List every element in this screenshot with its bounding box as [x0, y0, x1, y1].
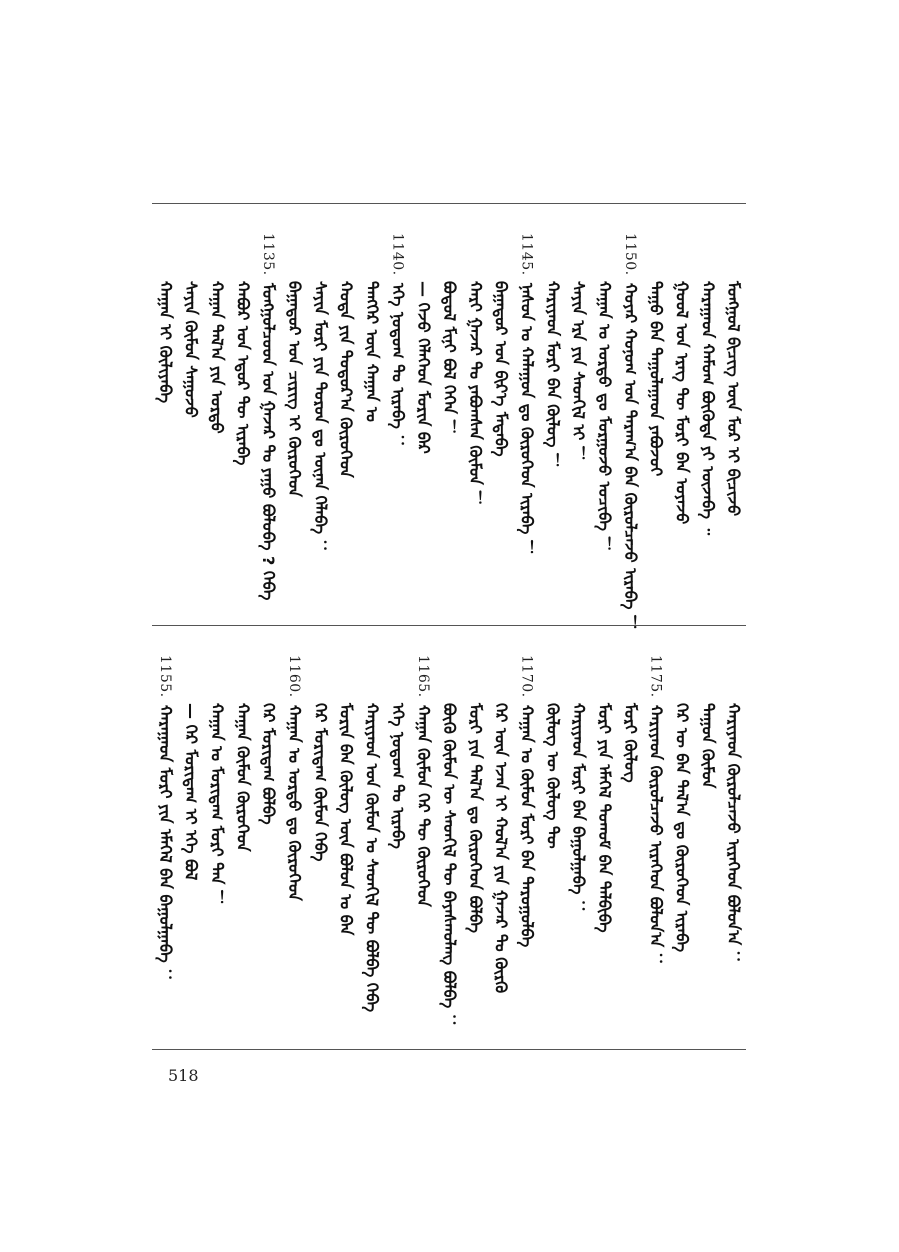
mongolian-verse-text: ᠬᠠᠷᠢᠶᠠᠳ ᠬᠦᠷᠦᠯᠴᠡᠵᠦ ᠢᠷᠡᠭᠡᠳ ᠪᠣᠯᠤᠨ᠎ᠠ ：	[646, 705, 666, 969]
verse-block-upper	[152, 233, 746, 632]
verse-line	[487, 233, 515, 603]
line-number: 1165.	[415, 655, 432, 698]
mongolian-verse-text: ᠪᠣᠳᠣᠯ ᠮᠢᠨᠢ ᠪᠣᠯ ᠭᠡᠭᠡᠨ ！	[440, 281, 459, 436]
page-number: 518	[168, 1066, 199, 1085]
mongolian-verse-text: ᠡᠬᠡ ᠨᠤᠲᠤᠭ ᠲᠤ ᠢᠷᠡᠪᠡ ：	[388, 283, 408, 451]
line-number: 1140.	[389, 233, 406, 276]
verse-line	[254, 655, 282, 1025]
verse-line	[228, 655, 256, 1025]
mongolian-verse-text: ᠬᠠᠷᠢᠶᠠᠳ ᠮᠣᠷᠢ ᠪᠡᠨ ᠬᠦᠯᠦᠭ ！	[543, 281, 563, 470]
verse-line	[435, 233, 463, 603]
mongolian-verse-text: ᠮᠣᠷᠢ ᠶᠢᠨ ᠡᠮᠡᠭᠡᠯ ᠲᠣᠬᠣᠮ ᠪᠡᠨ ᠲᠠᠯᠪᠢᠪᠠ	[594, 703, 614, 933]
verse-line	[693, 655, 721, 1025]
mongolian-verse-text: ᠬᠠᠭᠠᠨ ᠬᠦᠮᠦᠨ ᠭᠡᠷ ᠲᠦ ᠬᠦᠷᠦᠭᠡᠳ	[414, 705, 434, 907]
mongolian-verse-text: ᠭᠡᠷ ᠦ ᠪᠡᠨ ᠲᠠᠯ᠎ᠠ ᠳᠤ ᠬᠦᠷᠦᠭᠡᠳ ᠢᠷᠡᠪᠡ	[672, 703, 692, 953]
verse-line	[151, 233, 179, 603]
mongolian-verse-text: ᠬᠠᠷᠢᠶᠠᠳ ᠬᠦᠷᠦᠯᠴᠡᠵᠦ ᠢᠷᠡᠭᠡᠳ ᠪᠣᠯᠤᠨ᠎ᠠ ：	[724, 703, 744, 967]
verse-line	[564, 655, 592, 1025]
mongolian-verse-text: ᠬᠣᠶᠠᠷ ᠬᠣᠨᠣᠭ ᠤᠨ ᠳᠠᠷᠠᠭ᠎ᠠ ᠪᠡᠨ ᠬᠦᠷᠦᠯᠴᠡᠵᠦ ᠢᠷᠡᠪᠡ ！	[620, 283, 640, 632]
mongolian-verse-text: ᠬᠠᠷᠢ ᠭᠠᠵᠠᠷ ᠲᠤ ᠶᠠᠪᠤᠭᠰᠠᠨ ᠬᠦᠮᠦᠨ ！	[465, 281, 485, 507]
mongolian-verse-text: ᠭᠣᠣᠯ ᠤᠨ ᠡᠷᠡᠭ ᠲᠦ ᠮᠣᠷᠢ ᠪᠡᠨ ᠤᠶᠠᠵᠤ	[672, 281, 692, 525]
verse-line	[228, 233, 256, 603]
verse-line	[435, 655, 463, 1030]
verse-line	[203, 655, 231, 1025]
verse-line	[358, 233, 386, 603]
verse-line	[461, 655, 489, 1025]
mongolian-verse-text: ᠪᠦᠬᠦ ᠬᠦᠮᠦᠨ ᠦ ᠰᠡᠳᠬᠢᠯ ᠲᠦ ᠪᠠᠶᠠᠰᠬᠤᠯᠠᠩ ᠪᠣᠯᠪᠠ ：	[440, 703, 459, 1030]
mongolian-verse-text: ᠳᠠᠭᠤᠨ ᠬᠦᠮᠦᠨ	[698, 703, 718, 789]
verse-line	[358, 655, 386, 1025]
mongolian-verse-text: ᠡᠬᠡ ᠨᠤᠲᠤᠭ ᠲᠤ ᠢᠷᠡᠪᠡ	[388, 703, 408, 849]
verse-line	[461, 233, 489, 603]
mongolian-verse-text: ᠬᠠᠷᠢᠶᠠᠳ ᠤᠨ ᠬᠦᠮᠦᠨ ᠤ ᠰᠡᠳᠬᠢᠯ ᠲᠦ ᠪᠣᠯᠪᠠ ᠭᠡᠪᠡ	[362, 703, 382, 1013]
mongolian-verse-text: ᠰᠠᠶᠢᠨ ᠮᠣᠷᠢ ᠶᠢᠨ ᠲᠤᠷᠤᠨ ᠳᠤ ᠦᠨᠡᠨ ᠬᠡᠯᠡᠪᠡ ：	[310, 281, 330, 556]
mongolian-verse-text: — ᠭᠡᠷ ᠮᠣᠷᠢᠳᠠᠭ ᠢ ᠡᠬᠡ ᠪᠣᠯ	[181, 703, 201, 881]
verse-line	[254, 233, 282, 603]
verse-line	[642, 655, 670, 1025]
mongolian-verse-text: ᠰᠠᠶᠢᠨ ᠡᠷᠡ ᠶᠢᠨ ᠰᠡᠳᠬᠢᠯ ᠢ ！	[569, 281, 589, 462]
verse-line	[590, 655, 618, 1025]
mongolian-verse-text: ᠮᠣᠷᠢ ᠬᠦᠯᠦᠭ	[620, 703, 640, 783]
verse-line	[693, 233, 721, 603]
verse-line	[667, 233, 695, 603]
mongolian-verse-text: ᠳᠠᠭᠤ ᠪᠠᠨ ᠳᠠᠭᠤᠯᠠᠭᠠᠳ ᠶᠠᠪᠤᠵᠤᠢ	[646, 281, 666, 477]
verse-line	[719, 233, 747, 603]
mongolian-verse-text: ᠮᠣᠩᠭᠣᠯ ᠪᠢᠴᠢᠭ ᠦᠨ ᠮᠣᠷ ᠢ ᠪᠢᠴᠢᠵᠦ	[724, 281, 744, 517]
verse-line	[383, 233, 411, 603]
verse-line	[538, 233, 566, 603]
mongolian-verse-text: ᠪᠠᠭᠠᠳᠤᠷ ᠤᠨ ᠴᠢᠷᠢᠭ ᠢ ᠬᠦᠷᠦᠭᠡᠳ	[285, 281, 305, 498]
mongolian-verse-text: — ᠭᠡᠵᠦ ᠬᠡᠯᠡᠭᠡᠳ ᠮᠣᠷᠢᠨ ᠪᠠᠷ	[414, 281, 434, 454]
verse-line	[177, 233, 205, 603]
mongolian-verse-text: ᠮᠣᠷᠢ ᠶᠢᠨ ᠲᠠᠯ᠎ᠠ ᠳᠤ ᠬᠦᠷᠦᠭᠡᠳ ᠪᠣᠯᠪᠠ	[465, 703, 485, 934]
verse-line	[616, 655, 644, 1025]
verse-line	[151, 655, 179, 1025]
line-number: 1170.	[518, 655, 535, 698]
mongolian-verse-text: ᠮᠣᠩᠭᠣᠯᠴᠤᠳ ᠤᠨ ᠭᠠᠵᠠᠷ ᠲᠤ ᠶᠠᠭᠤ ᠪᠣᠯᠤᠪᠠ ? ᠭᠡᠪᠡ	[259, 283, 279, 601]
verse-line	[667, 655, 695, 1025]
verse-line	[538, 655, 566, 1025]
mongolian-verse-text: ᠬᠠᠭᠠᠨ ᠤ ᠣᠷᠳᠣ ᠳᠤ ᠮᠣᠷᠭᠣᠵᠤ ᠣᠴᠢᠪᠠ ！	[594, 281, 614, 553]
line-number: 1175.	[647, 655, 664, 698]
mongolian-verse-text: ᠭᠡᠷ ᠦᠨ ᠡᠵᠡᠨ ᠢ ᠬᠣᠯ᠎ᠠ ᠶᠢᠨ ᠭᠠᠵᠠᠷ ᠲᠤ ᠬᠦᠷᠬᠦ	[491, 703, 511, 994]
verse-line	[564, 233, 592, 603]
mongolian-verse-text: ᠭᠡᠷ ᠮᠣᠷᠢᠳᠠᠭ ᠪᠣᠯᠪᠠ	[259, 703, 279, 825]
verse-line	[487, 655, 515, 1025]
mongolian-verse-text: ᠬᠠᠭᠠᠨ ᠤ ᠬᠦᠮᠦᠨ ᠮᠣᠷᠢ ᠪᠡᠨ ᠲᠠᠷᠤᠭᠤᠯᠪᠠ	[517, 705, 537, 948]
verse-line	[409, 233, 437, 603]
mongolian-verse-text: ᠮᠣᠷᠢᠨ ᠪᠠᠨ ᠬᠦᠯᠦᠭ ᠦᠨ ᠪᠣᠯᠤᠨ ᠣ ᠪᠡᠨ	[336, 703, 356, 936]
middle-rule	[152, 625, 746, 626]
verse-line	[719, 655, 747, 1025]
verse-line	[280, 655, 308, 1025]
mongolian-verse-text: ᠬᠦᠯᠦᠭ ᠦ ᠬᠦᠯᠦᠭ ᠲᠦ	[543, 703, 563, 849]
mongolian-verse-text: ᠨᠠᠰᠤᠨ ᠤ ᠬᠠᠯᠠᠭᠤᠨ ᠳᠤ ᠬᠦᠷᠦᠭᠡᠳ ᠢᠷᠡᠪᠡ ！	[517, 283, 537, 556]
line-number: 1145.	[518, 233, 535, 276]
line-number: 1150.	[621, 233, 638, 276]
verse-line	[512, 233, 540, 603]
verse-line	[616, 233, 644, 632]
verse-line	[306, 233, 334, 603]
verse-line	[409, 655, 437, 1025]
mongolian-verse-text: ᠪᠠᠭᠠᠳᠤᠷ ᠤᠨ ᠪᠢᠷ᠎ᠡ ᠮᠡᠳᠡᠪᠡ	[491, 281, 511, 457]
verse-line	[177, 655, 205, 1025]
verse-line	[642, 233, 670, 603]
verse-line	[332, 233, 360, 603]
verse-line	[383, 655, 411, 1025]
mongolian-verse-text: ᠬᠠᠭᠠᠨ ᠤ ᠣᠷᠳᠣ ᠳᠤ ᠬᠦᠷᠦᠭᠡᠳ	[285, 705, 305, 901]
mongolian-verse-text: ᠬᠠᠭᠠᠨ ᠬᠦᠮᠦᠨ ᠬᠦᠷᠦᠭᠡᠳ	[233, 703, 253, 852]
verse-line	[280, 233, 308, 603]
verse-line	[306, 655, 334, 1025]
mongolian-verse-text: ᠬᠠᠭᠠᠨ ᠲᠠᠯ᠎ᠠ ᠶᠢᠨ ᠣᠷᠳᠣ	[207, 281, 227, 434]
top-rule	[152, 203, 746, 204]
verse-block-lower	[152, 655, 746, 1030]
line-number: 1135.	[260, 233, 277, 276]
line-number: 1155.	[156, 655, 173, 698]
line-number: 1160.	[286, 655, 303, 698]
verse-line	[590, 233, 618, 603]
mongolian-verse-text: ᠬᠠᠷᠠᠭᠠᠳ ᠮᠣᠷᠢ ᠶᠢᠨ ᠡᠮᠡᠭᠡᠯ ᠪᠡᠨ ᠪᠠᠭᠤᠯᠭᠠᠪᠠ ：	[155, 705, 175, 985]
verse-line	[203, 233, 231, 603]
verse-line	[512, 655, 540, 1025]
mongolian-verse-text: ᠰᠠᠶᠢᠨ ᠬᠦᠮᠦᠨ ᠰᠠᠭᠤᠵᠤ	[181, 281, 201, 418]
verse-line	[332, 655, 360, 1025]
mongolian-verse-text: ᠬᠠᠷᠠᠭᠠᠳ ᠬᠠᠮᠤᠭ ᠪᠦᠭᠦᠳᠡ ᠶᠢ ᠦᠵᠡᠪᠡ ᠃	[698, 281, 718, 536]
bottom-rule	[152, 1049, 746, 1050]
mongolian-verse-text: ᠬᠠᠷᠢᠶᠠᠳ ᠮᠣᠷᠢ ᠪᠡᠨ ᠪᠠᠭᠤᠯᠭᠠᠪᠠ ：	[569, 703, 589, 917]
mongolian-verse-text: ᠬᠠᠭᠠᠨ ᠤ ᠮᠣᠷᠢᠳᠠᠭ ᠮᠣᠷᠢ ᠲᠠᠨ ！	[207, 703, 227, 906]
mongolian-verse-text: ᠲᠡᠩᠭᠡᠷ ᠦᠨ ᠬᠠᠭᠠᠨ ᠤ	[362, 281, 382, 422]
mongolian-verse-text: ᠬᠠᠭᠠᠨ ᠢ ᠬᠦᠯᠢᠶᠡᠪᠡ	[155, 281, 175, 404]
mongolian-verse-text: ᠬᠠᠪᠤᠷ ᠤᠨ ᠡᠳᠦᠷ ᠲᠦ ᠢᠷᠡᠪᠡ	[233, 281, 253, 466]
mongolian-verse-text: ᠭᠡᠷ ᠮᠣᠷᠢᠳᠠᠭ ᠬᠦᠮᠦᠨ ᠭᠡᠪᠡ	[310, 703, 330, 862]
mongolian-verse-text: ᠬᠣᠲᠠ ᠶᠢᠨ ᠳᠣᠲᠣᠷ᠎ᠠ ᠬᠦᠷᠦᠭᠡᠳ	[336, 281, 356, 478]
